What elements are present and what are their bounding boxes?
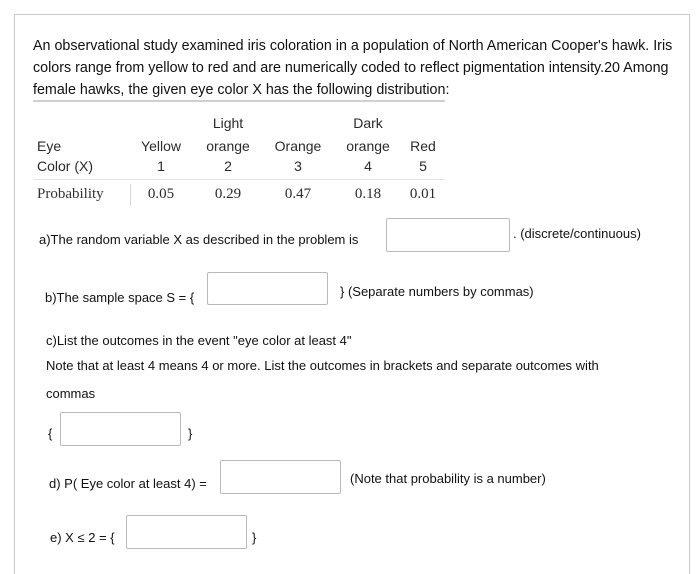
answer-a-input[interactable] [386,218,510,252]
answer-b-input[interactable] [207,272,328,305]
prob-yellow: 0.05 [147,186,175,202]
col-light-name: orange [206,138,250,154]
prob-light-orange: 0.29 [214,186,242,202]
col-dark-name: orange [346,138,390,154]
question-b-close: } (Separate numbers by commas) [340,284,534,299]
col-yellow-name: Yellow [141,138,181,154]
question-a-text: a)The random variable X as described in the problem is [39,232,359,247]
question-e-text: e) X ≤ 2 = { [50,530,115,545]
answer-e-input[interactable] [126,515,247,549]
col-dark-top: Dark [353,115,383,131]
question-a-hint: . (discrete/continuous) [513,226,641,241]
row-label-color: Color (X) [37,158,94,174]
col-light-top: Light [212,115,244,131]
col-red-code: 5 [419,158,427,174]
col-orange-code: 3 [294,158,302,174]
prob-dark-orange: 0.18 [354,186,382,202]
question-d-hint: (Note that probability is a number) [350,471,546,486]
col-orange-name: Orange [274,138,322,154]
prob-red: 0.01 [409,186,437,202]
answer-c-input[interactable] [60,412,181,446]
question-c-close: } [188,426,193,441]
question-c-open: { [48,426,53,441]
col-yellow-code: 1 [157,158,165,174]
distribution-table [33,100,445,210]
col-red-name: Red [410,138,436,154]
prob-orange: 0.47 [284,186,312,202]
question-e-close: } [252,530,257,545]
row-label-eye: Eye [37,138,62,154]
col-light-code: 2 [224,158,232,174]
table-top-border [33,100,445,102]
table-row-separator [33,179,445,180]
problem-intro: An observational study examined iris coloration in a population of North American Cooper's hawk. Iris colors range from yellow to red and are numerically coded to reflect pigmentation intensity.20 Among female hawks, the given eye color X has the following distribution: [33,38,673,98]
question-b-text: b)The sample space S = { [45,290,195,305]
question-c-title: c)List the outcomes in the event "eye color at least 4" [46,333,352,348]
col-dark-code: 4 [364,158,372,174]
prob-label: Probability [37,186,104,202]
question-c-note-1: Note that at least 4 means 4 or more. List the outcomes in brackets and separate outcomes with [46,358,599,373]
answer-d-input[interactable] [220,460,341,494]
question-c-note-2: commas [46,386,96,401]
question-d-text: d) P( Eye color at least 4) = [49,476,207,491]
